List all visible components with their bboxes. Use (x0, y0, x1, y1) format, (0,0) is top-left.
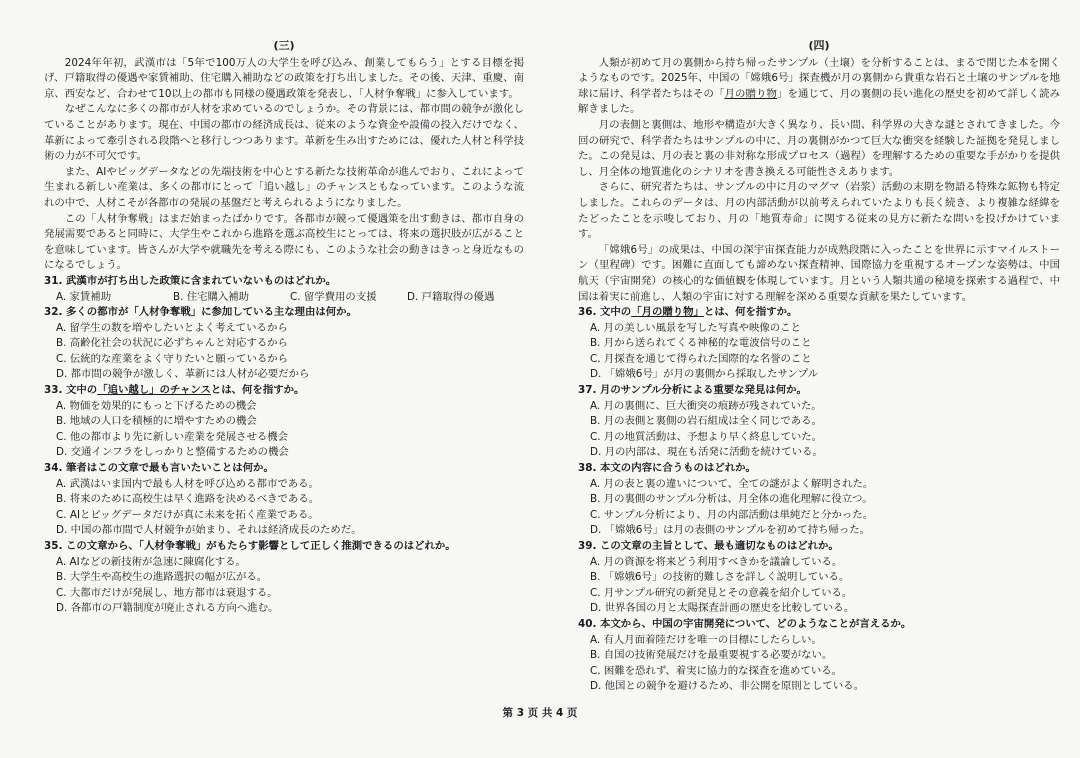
underlined-phrase: 「追い越し」のチャンス (97, 384, 211, 397)
question-39: 39. この文章の主旨として、最も適切なものはどれか。 (578, 540, 839, 552)
question-36 (578, 305, 1060, 321)
option-d[interactable]: D. 中国の都市間で人材競争が始まり、それは経済成長のためだ。 (56, 524, 362, 537)
option-b[interactable]: B. 月の裏側のサンプル分析は、月全体の進化理解に役立つ。 (590, 493, 873, 506)
option-a[interactable]: A. 有人月面着陸だけを唯一の目標にしたらしい。 (590, 633, 822, 646)
question-35: 35. この文章から、「人材争奪戦」がもたらす影響として正しく推測できるのはどれか。 (44, 540, 456, 552)
page-number: 第 3 页 共 4 页 (502, 707, 578, 719)
option-b[interactable]: B. 「嫦娥6号」の技術的難しさを詳しく説明している。 (590, 571, 850, 584)
option-d[interactable]: D. 都市間の競争が激しく、革新には人材が必要だから (56, 368, 310, 381)
section-title: (四) (808, 39, 830, 52)
question-stem-prefix: 33. 文中の (44, 384, 98, 397)
option-d[interactable]: D. 「嫦娥6号」は月の表側のサンプルを初めて持ち帰った。 (590, 524, 871, 537)
question-38: 38. 本文の内容に合うものはどれか。 (578, 462, 756, 475)
option-d[interactable]: D. 各都市の戸籍制度が廃止される方向へ進む。 (56, 602, 279, 615)
paragraph-text: 人類が初めて月の裏側から持ち帰ったサンプル（土壌）を分析することは、まるで閉じた本を開くようなものです。2025年、中国の「嫦娥6号」探査機が月の裏側から貴重な岩石と土壌のサンプルを地球に届け、科学者たちはその「 (578, 56, 1060, 100)
option-b[interactable]: B. 大学生や高校生の進路選択の幅が広がる。 (56, 571, 268, 584)
question-37: 37. 月のサンプル分析による重要な発見は何か。 (578, 384, 807, 397)
question-31: 31. 武漢市が打ち出した政策に含まれていないものはどれか。 (44, 274, 337, 287)
option-c[interactable]: C. AIとビッグデータだけが真に未来を拓く産業である。 (56, 508, 319, 521)
option-d[interactable]: D. 「嫦娥6号」が月の裏側から採取したサンプル (590, 368, 819, 381)
passage-paragraph: なぜこんなに多くの都市が人材を求めているのでしょうか。その背景には、都市間の競争が激化していることがあります。現在、中国の都市の経済成長は、従来のような資金や設備の投入だけでなく、革新によって牽引される段階へと移行しつつあります。革新を生み出すためには、優れた人材と科学技術の力が不可欠です。 (44, 103, 524, 163)
option-d[interactable]: D. 世界各国の月と太陽探査計画の歴史を比較している。 (590, 602, 854, 615)
option-b[interactable]: B. 住宅購入補助 (173, 290, 250, 303)
option-a[interactable]: A. 月の美しい風景を写した写真や映像のこと (590, 321, 801, 334)
option-b[interactable]: B. 自国の技術発展だけを最重要視する必要がない。 (590, 649, 833, 662)
question-stem-suffix: とは、何を指すか。 (210, 384, 305, 397)
option-c[interactable]: C. 月探査を通じて得られた国際的な名誉のこと (590, 352, 812, 365)
option-a[interactable]: A. 武漢はいま国内で最も人材を呼び込める都市である。 (56, 477, 319, 490)
section-four (578, 38, 1060, 695)
option-c[interactable]: C. 困難を恐れず、着実に協力的な探査を進めている。 (590, 664, 843, 677)
option-b[interactable]: B. 将来のために高校生は早く進路を決めるべきである。 (56, 493, 320, 506)
passage-paragraph (578, 56, 1060, 118)
option-c[interactable]: C. 大都市だけが発展し、地方都市は衰退する。 (56, 586, 278, 599)
section-title: (三) (273, 39, 295, 52)
option-c[interactable]: C. 月サンプル研究の新発見とその意義を紹介している。 (590, 586, 853, 599)
question-34: 34. 筆者はこの文章で最も言いたいことは何か。 (44, 462, 274, 475)
passage-paragraph: 2024年年初，武漢市は「5年で100万人の大学生を呼び込み、創業してもらう」とする目標を掲げ、戸籍取得の優遇や家賃補助、住宅購入補助などの政策を打ち出しました。その後、天津、重慶、南京、西安など、合わせて10以上の都市も同様の優遇政策を発表し、「人材争奪戦」に参入しています。 (44, 56, 524, 100)
option-d[interactable]: D. 戸籍取得の優遇 (407, 290, 495, 303)
option-c[interactable]: C. 月の地質活動は、予想より早く終息していた。 (590, 430, 823, 443)
passage-paragraph: この「人材争奪戦」はまだ始まったばかりです。各都市が競って優遇策を出す動きは、都市自身の発展需要であると同時に、大学生やこれから進路を選ぶ高校生にとっては、将来の選択肢が広がることを意味しています。皆さんが大学や就職先を考える際にも、このような社会の動きはきっと身近なものになるでしょう。 (44, 212, 524, 272)
paragraph-text: 」を通じて、月の裏側の長い進化の歴史を初めて詳しく読み解きました。 (578, 87, 1060, 116)
question-stem-prefix: 36. 文中の (578, 306, 632, 319)
option-c[interactable]: C. 留学費用の支援 (290, 290, 377, 303)
option-b[interactable]: B. 高齢化社会の状況に必ずちゃんと対応するから (56, 337, 288, 350)
option-a[interactable]: A. 家賃補助 (56, 290, 112, 303)
question-32: 32. 多くの都市が「人材争奪戦」に参加している主な理由は何か。 (44, 306, 357, 319)
option-c[interactable]: C. 他の都市より先に新しい産業を発展させる機会 (56, 430, 289, 443)
paragraph-text: また、AIやビッグデータなどの先端技術を中心とする新たな技術革命が進んでおり、これによって生まれる新しい産業は、多くの都市にとって「追い越し」のチャンスともなっています。このような流れの中で、人材こそが各都市の発展の基盤だと考えられるようになりました。 (44, 165, 524, 209)
question-33 (44, 383, 524, 399)
option-a[interactable]: A. AIなどの新技術が急速に陳腐化する。 (56, 555, 246, 568)
passage-paragraph: 「嫦娥6号」の成果は、中国の深宇宙探査能力が成熟段階に入ったことを世界に示すマイルストーン（里程碑）です。困難に直面しても諦めない探査精神、国際協力を重視するオープンな姿勢は、中国航天（宇宙開発）の核心的な価値観を体現しています。月という人類共通の秘境を探索する過程で、中国は着実に前進し、人類の宇宙に対する理解を深める重要な貢献を果たしています。 (578, 243, 1060, 303)
option-d[interactable]: D. 月の内部は、現在も活発に活動を続けている。 (590, 446, 823, 459)
passage-paragraph: さらに、研究者たちは、サンプルの中に月のマグマ（岩浆）活動の末期を物語る特殊な鉱物も特定しました。これらのデータは、月の内部活動が以前考えられていたよりも長く続き、より複雑な経緯をたどったことを示唆しており、月の「地質寿命」に関する従来の見方に新たな問いを投げかけています。 (578, 181, 1060, 241)
option-a[interactable]: A. 月の裏側に、巨大衝突の痕跡が残されていた。 (590, 399, 822, 412)
option-b[interactable]: B. 地域の人口を積極的に増やすための機会 (56, 415, 257, 428)
option-d[interactable]: D. 交通インフラをしっかりと整備するための機会 (56, 446, 289, 459)
question-31-options (56, 290, 524, 306)
passage-paragraph (44, 165, 524, 212)
underlined-phrase: 「月の贈り物」 (631, 306, 704, 319)
underlined-phrase: 月の贈り物 (724, 87, 777, 100)
option-b[interactable]: B. 月から送られてくる神秘的な電波信号のこと (590, 337, 812, 350)
question-stem-suffix: とは、何を指すか。 (703, 306, 798, 319)
option-a[interactable]: A. 月の表と裏の違いについて、全ての謎がよく解明された。 (590, 477, 874, 490)
option-c[interactable]: C. サンプル分析により、月の内部活動は単純だと分かった。 (590, 508, 874, 521)
option-b[interactable]: B. 月の表側と裏側の岩石組成は全く同じである。 (590, 415, 822, 428)
section-three (44, 38, 524, 617)
option-a[interactable]: A. 留学生の数を増やしたいとよく考えているから (56, 321, 288, 334)
option-a[interactable]: A. 月の資源を将来どう利用すべきかを議論している。 (590, 555, 843, 568)
option-c[interactable]: C. 伝統的な産業をよく守りたいと願っているから (56, 352, 289, 365)
passage-paragraph: 月の表側と裏側は、地形や構造が大きく異なり、長い間、科学界の大きな謎とされてきました。今回の研究で、科学者たちはサンプルの中に、月の裏側がかつて巨大な衝突を経験した証拠を発見しました。この発見は、月の表と裏の非対称な形成プロセス（過程）を理解するための重要な手がかりを提供し、月全体の地質進化のシナリオを書き換える可能性さえあります。 (578, 118, 1060, 178)
question-40: 40. 本文から、中国の宇宙開発について、どのようなことが言えるか。 (578, 617, 912, 630)
option-a[interactable]: A. 物価を効果的にもっと下げるための機会 (56, 399, 257, 412)
option-d[interactable]: D. 他国との競争を避けるため、非公開を原則としている。 (590, 680, 864, 693)
